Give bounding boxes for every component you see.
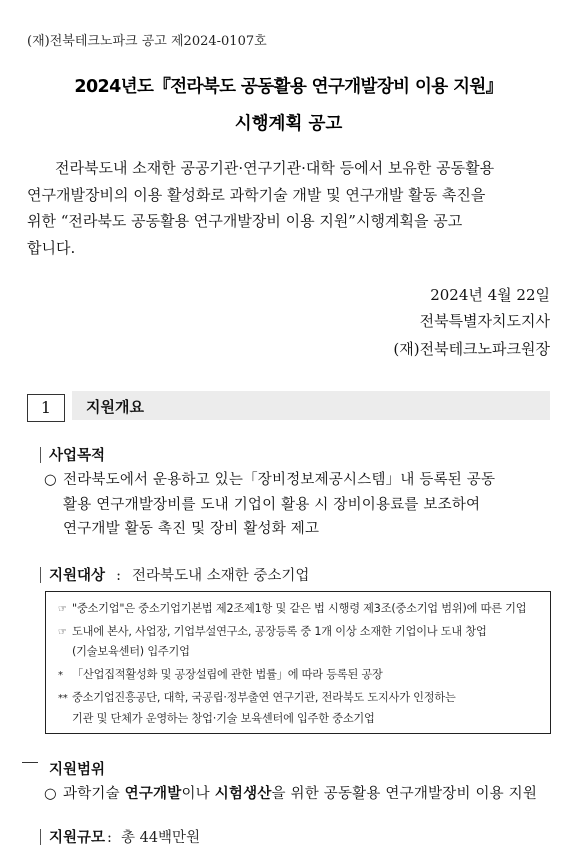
- note-item: [58, 623, 487, 639]
- pointer-icon: ☞: [58, 627, 67, 638]
- purpose-text: [63, 468, 550, 542]
- intro-paragraph: [27, 155, 552, 261]
- subheading-dash: [22, 762, 38, 763]
- scale-heading: 지원규모: [49, 830, 106, 846]
- scope-text-part: 과학기술: [63, 786, 125, 802]
- note-item: [72, 710, 375, 726]
- note-item: [72, 643, 190, 659]
- scale-separator: :: [107, 830, 112, 846]
- section-number: 1: [27, 394, 65, 422]
- issuing-authority: 전북특별자치도지사: [419, 312, 550, 330]
- scope-heading: 지원범위: [49, 762, 106, 778]
- subheading-marker: [40, 829, 41, 845]
- target-text: 전라북도내 소재한 중소기업: [132, 568, 310, 584]
- note-item: [58, 666, 383, 682]
- notice-number: (재)전북테크노파크 공고 제2024-0107호: [27, 34, 267, 49]
- pointer-icon: ☞: [58, 604, 67, 615]
- note-text: (기술보육센터) 입주기업: [72, 645, 190, 658]
- announcement-date: 2024년 4월 22일: [430, 286, 550, 304]
- note-text: 도내에 본사, 사업장, 기업부설연구소, 공장등록 중 1개 이상 소재한 기업이나 도내 창업: [72, 625, 487, 638]
- asterisk-marker: *: [58, 670, 63, 681]
- page-title-line2: 시행계획 공고: [234, 114, 343, 134]
- scope-bullet: ○: [44, 786, 57, 802]
- target-row: [49, 564, 309, 585]
- target-separator: :: [116, 568, 121, 584]
- section-title: 지원개요: [86, 398, 144, 416]
- target-heading: 지원대상: [49, 568, 106, 584]
- issuing-head: (재)전북테크노파크원장: [393, 340, 550, 358]
- purpose-line: 전라북도에서 운용하고 있는「장비정보제공시스템」내 등록된 공동: [63, 472, 496, 488]
- page-title-line1: 2024년도『전라북도 공동활용 연구개발장비 이용 지원』: [74, 77, 503, 97]
- note-item: [58, 600, 526, 616]
- note-item: [58, 689, 456, 705]
- note-text: 중소기업진흥공단, 대학, 국공립·정부출연 연구기관, 전라북도 도지사가 인정하는: [72, 691, 456, 704]
- purpose-line: 활용 연구개발장비를 도내 기업이 활용 시 장비이용료를 보조하여: [63, 496, 481, 513]
- intro-line: [27, 155, 552, 182]
- scope-emphasis: 시험생산: [214, 786, 272, 802]
- subheading-marker: [40, 447, 41, 463]
- intro-line: 합니다.: [27, 238, 76, 257]
- intro-line-text: 전라북도내 소재한 공공기관·연구기관·대학 등에서 보유한 공동활용: [55, 159, 495, 177]
- note-text: "중소기업"은 중소기업기본법 제2조제1항 및 같은 법 시행령 제3조(중소기업 범위)에 따른 기업: [72, 602, 527, 615]
- scope-text-part: 을 위한 공동활용 연구개발장비 이용 지원: [271, 786, 538, 802]
- scale-row: [49, 826, 200, 847]
- scope-text: [63, 782, 550, 807]
- intro-line: 연구개발장비의 이용 활성화로 과학기술 개발 및 연구개발 활동 촉진을: [27, 185, 486, 204]
- scope-text-part: 이나: [181, 786, 215, 802]
- note-text: 기관 및 단체가 운영하는 창업·기술 보육센터에 입주한 중소기업: [72, 712, 375, 725]
- purpose-heading: 사업목적: [49, 448, 106, 464]
- note-text: 「산업집적활성화 및 공장설립에 관한 법률」에 따라 등록된 공장: [72, 668, 383, 681]
- scale-text: 총 44백만원: [120, 830, 201, 846]
- subheading-marker: [40, 567, 41, 583]
- purpose-bullet: ○: [44, 472, 57, 488]
- intro-line: 위한 “전라북도 공동활용 연구개발장비 이용 지원”시행계획을 공고: [27, 212, 463, 230]
- scope-emphasis: 연구개발: [124, 786, 182, 802]
- purpose-line: 연구개발 활동 촉진 및 장비 활성화 제고: [63, 521, 320, 537]
- asterisk-marker: **: [58, 693, 68, 704]
